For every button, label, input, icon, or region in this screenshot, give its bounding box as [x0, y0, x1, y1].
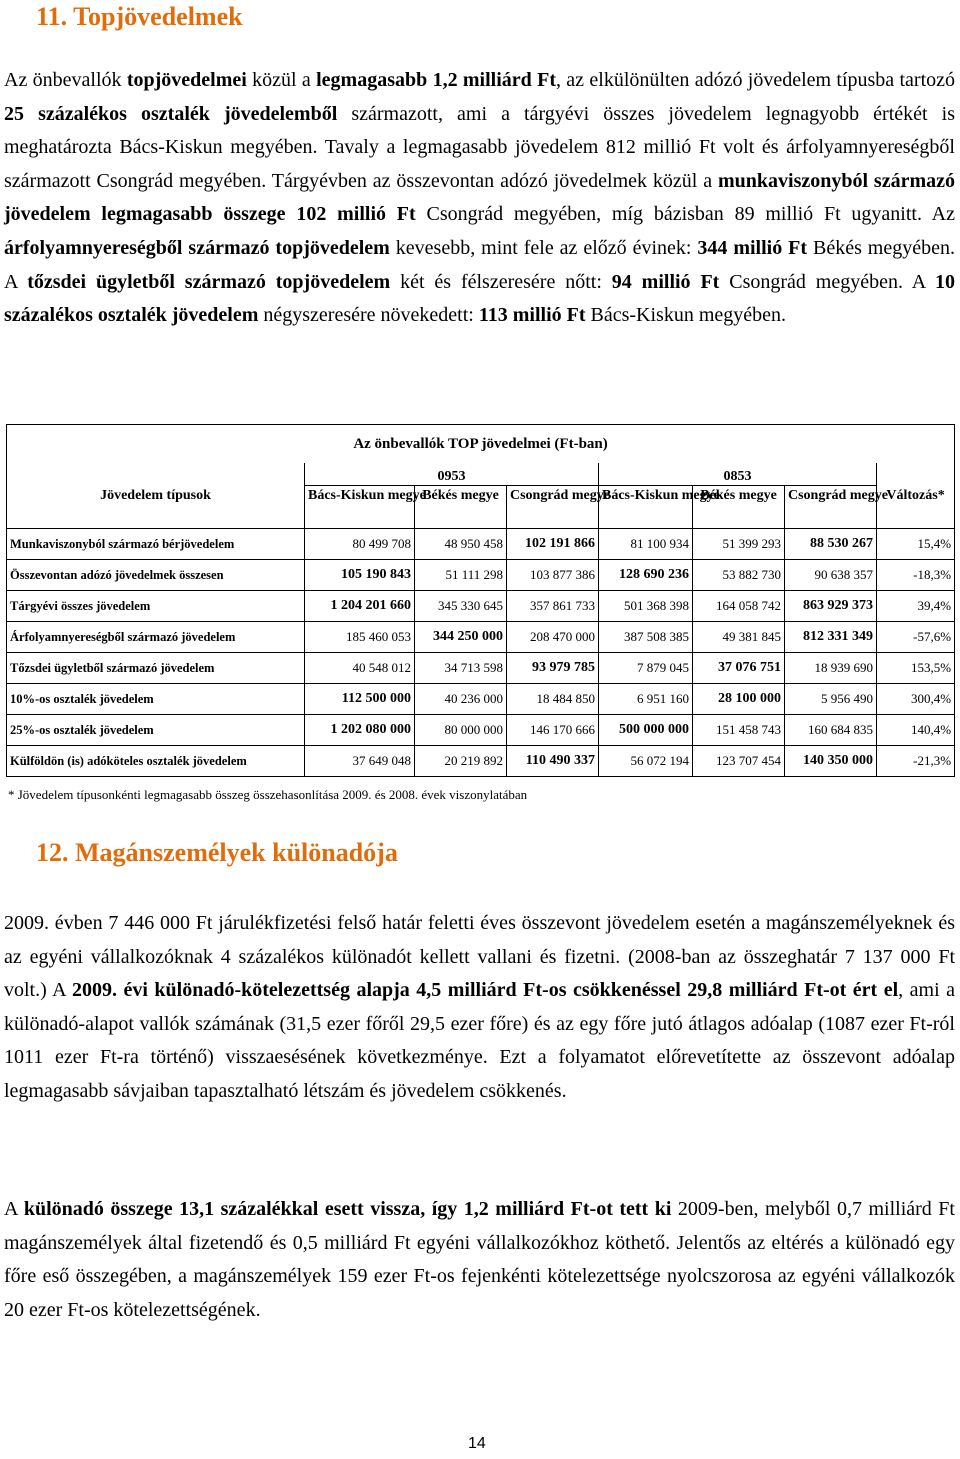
value-cell: 500 000 000: [599, 715, 693, 746]
bold-text: 344 millió Ft: [697, 236, 808, 259]
value-cell: 344 250 000: [415, 622, 507, 653]
text-run: Békés megyében. A: [4, 236, 955, 293]
income-type-cell: 25%-os osztalék jövedelem: [7, 715, 305, 746]
value-cell: 357 861 733: [507, 591, 599, 622]
kulonado-paragraph-1: [4, 907, 955, 1109]
value-cell: 387 508 385: [599, 622, 693, 653]
text-run: közül a: [246, 69, 317, 91]
text-run: 2009. évben 7 446 000 Ft járulékfizetési felső határ feletti éves összevont jövedelem esetén a magánszemélyeknek és az egyéni vállalkozóknak 4 százalékos különadót kellett vallani és fizetni. (2008-ban az összeghatár 7 137 000 Ft volt.) A: [4, 912, 955, 1002]
income-type-cell: Összevontan adózó jövedelmek összesen: [7, 560, 305, 591]
value-cell: 48 950 458: [415, 529, 507, 560]
year-header: 0953: [305, 463, 599, 486]
income-type-cell: Árfolyamnyereségből származó jövedelem: [7, 622, 305, 653]
value-cell: 501 368 398: [599, 591, 693, 622]
value-cell: 112 500 000: [305, 684, 415, 715]
row-header: Jövedelem típusok: [7, 463, 305, 529]
change-cell: -18,3%: [877, 560, 955, 591]
bold-text: legmagasabb 1,2 milliárd Ft: [316, 69, 556, 91]
value-cell: 18 484 850: [507, 684, 599, 715]
text-run: Bács-Kiskun megyében.: [585, 304, 787, 327]
value-cell: 28 100 000: [693, 684, 785, 715]
value-cell: 90 638 357: [785, 560, 877, 591]
change-header: Változás*: [877, 463, 955, 529]
table-row: [7, 715, 955, 746]
bold-text: különadó összege 13,1 százalékkal esett vissza, így 1,2 milliárd Ft-ot tett ki: [23, 1198, 672, 1220]
text-run: Csongrád megyében. A: [719, 270, 935, 293]
value-cell: 51 399 293: [693, 529, 785, 560]
year-header: 0853: [599, 463, 877, 486]
text-run: , ami a különadó-alapot vallók számának (31,5 ezer főről 29,5 ezer főre) és az egy főre jutó átlagos adóalap (1087 ezer Ft-ról 1011 ezer Ft-ra történő) visszaesésének következménye. Ezt a folyamatot előrevetítette az összevont adóalap legmagasabb sávjaiban tapasztalható létszám és jövedelem csökkenés.: [4, 979, 955, 1102]
value-cell: 51 111 298: [415, 560, 507, 591]
change-cell: 300,4%: [877, 684, 955, 715]
value-cell: 40 236 000: [415, 684, 507, 715]
value-cell: 81 100 934: [599, 529, 693, 560]
income-type-cell: Külföldön (is) adóköteles osztalék jövedelem: [7, 746, 305, 777]
value-cell: 6 951 160: [599, 684, 693, 715]
section-12-heading: 12. Magánszemélyek különadója: [36, 838, 398, 867]
table-row: [7, 653, 955, 684]
text-run: két és félszeresére nőtt:: [390, 270, 612, 293]
bold-text: árfolyamnyereségből származó topjövedelem: [4, 236, 390, 259]
value-cell: 37 076 751: [693, 653, 785, 684]
table-row: [7, 591, 955, 622]
bold-text: tőzsdei ügyletből származó topjövedelem: [27, 270, 391, 293]
kulonado-paragraph-2: [4, 1193, 955, 1327]
value-cell: 863 929 373: [785, 591, 877, 622]
bold-text: 113 millió Ft: [478, 304, 586, 327]
value-cell: 1 202 080 000: [305, 715, 415, 746]
table-footnote: * Jövedelem típusonkénti legmagasabb összeg összehasonlítása 2009. és 2008. évek viszonylatában: [8, 787, 528, 802]
value-cell: 5 956 490: [785, 684, 877, 715]
change-cell: -21,3%: [877, 746, 955, 777]
top-income-table: [6, 424, 955, 777]
value-cell: 105 190 843: [305, 560, 415, 591]
value-cell: 185 460 053: [305, 622, 415, 653]
income-type-cell: Tőzsdei ügyletből származó jövedelem: [7, 653, 305, 684]
page-number: 14: [468, 1435, 486, 1452]
value-cell: 103 877 386: [507, 560, 599, 591]
value-cell: 128 690 236: [599, 560, 693, 591]
value-cell: 88 530 267: [785, 529, 877, 560]
value-cell: 164 058 742: [693, 591, 785, 622]
table-row: [7, 560, 955, 591]
bold-text: 25 százalékos osztalék jövedelemből: [4, 102, 338, 125]
value-cell: 140 350 000: [785, 746, 877, 777]
value-cell: 151 458 743: [693, 715, 785, 746]
county-header: Békés megye: [415, 486, 507, 529]
income-type-cell: Munkaviszonyból származó bérjövedelem: [7, 529, 305, 560]
table-row: [7, 529, 955, 560]
value-cell: 93 979 785: [507, 653, 599, 684]
change-cell: -57,6%: [877, 622, 955, 653]
change-cell: 15,4%: [877, 529, 955, 560]
value-cell: 56 072 194: [599, 746, 693, 777]
value-cell: 7 879 045: [599, 653, 693, 684]
table-row: [7, 746, 955, 777]
text-run: négyszeresére növekedett:: [258, 304, 479, 327]
value-cell: 80 000 000: [415, 715, 507, 746]
value-cell: 812 331 349: [785, 622, 877, 653]
value-cell: 208 470 000: [507, 622, 599, 653]
income-type-cell: Tárgyévi összes jövedelem: [7, 591, 305, 622]
table-row: [7, 684, 955, 715]
value-cell: 18 939 690: [785, 653, 877, 684]
value-cell: 20 219 892: [415, 746, 507, 777]
value-cell: 49 381 845: [693, 622, 785, 653]
value-cell: 102 191 866: [507, 529, 599, 560]
value-cell: 40 548 012: [305, 653, 415, 684]
value-cell: 1 204 201 660: [305, 591, 415, 622]
bold-text: 10 százalékos osztalék jövedelem: [4, 270, 955, 327]
county-header: Bács-Kiskun megye: [305, 486, 415, 529]
bold-text: munkaviszonyból származó jövedelem legmagasabb összege 102 millió Ft: [4, 169, 955, 226]
bold-text: topjövedelmei: [126, 69, 247, 91]
value-cell: 53 882 730: [693, 560, 785, 591]
value-cell: 37 649 048: [305, 746, 415, 777]
value-cell: 123 707 454: [693, 746, 785, 777]
section-11-heading: 11. Topjövedelmek: [36, 2, 243, 31]
county-header: Csongrád megye: [785, 486, 877, 529]
value-cell: 160 684 835: [785, 715, 877, 746]
text-run: kevesebb, mint fele az előző évinek:: [389, 236, 698, 259]
county-header: Csongrád megye: [507, 486, 599, 529]
text-run: származott, ami a tárgyévi összes jövedelem legnagyobb értékét is meghatározta Bács-Kiskun megyében. Tavaly a legmagasabb jövedelem 812 millió Ft volt és árfolyamnyereségből származott Csongrád megyében. Tárgyévben az összevontan adózó jövedelmek közül a: [4, 102, 955, 192]
text-run: , az elkülönülten adózó jövedelem típusba tartozó: [555, 69, 956, 91]
text-run: 2009-ben, melyből 0,7 milliárd Ft magánszemélyek által fizetendő és 0,5 milliárd Ft egyéni vállalkozókhoz köthető. Jelentős az eltérés a különadó egy főre eső összegében, a magánszemélyek 159 ezer Ft-os fejenkénti kötelezettsége nyolcszorosa az egyéni vállalkozók 20 ezer Ft-os kötelezettségének.: [4, 1198, 955, 1321]
table-row: [7, 622, 955, 653]
value-cell: 110 490 337: [507, 746, 599, 777]
bold-text: 2009. évi különadó-kötelezettség alapja 4,5 milliárd Ft-os csökkenéssel 29,8 milliárd Ft-ot ért el: [72, 979, 899, 1002]
change-cell: 140,4%: [877, 715, 955, 746]
county-header: Bács-Kiskun megye: [599, 486, 693, 529]
text-run: Csongrád megyében, míg bázisban 89 millió Ft ugyanitt. Az: [415, 203, 955, 226]
change-cell: 39,4%: [877, 591, 955, 622]
table-title: Az önbevallók TOP jövedelmei (Ft-ban): [7, 425, 955, 464]
text-run: Az önbevallók: [4, 69, 127, 91]
table-body: [7, 529, 955, 777]
value-cell: 345 330 645: [415, 591, 507, 622]
value-cell: 80 499 708: [305, 529, 415, 560]
county-header: Békés megye: [693, 486, 785, 529]
topjovedelmek-paragraph: [4, 64, 955, 333]
value-cell: 146 170 666: [507, 715, 599, 746]
change-cell: 153,5%: [877, 653, 955, 684]
value-cell: 34 713 598: [415, 653, 507, 684]
text-run: A: [4, 1198, 24, 1220]
bold-text: 94 millió Ft: [611, 270, 720, 293]
income-type-cell: 10%-os osztalék jövedelem: [7, 684, 305, 715]
